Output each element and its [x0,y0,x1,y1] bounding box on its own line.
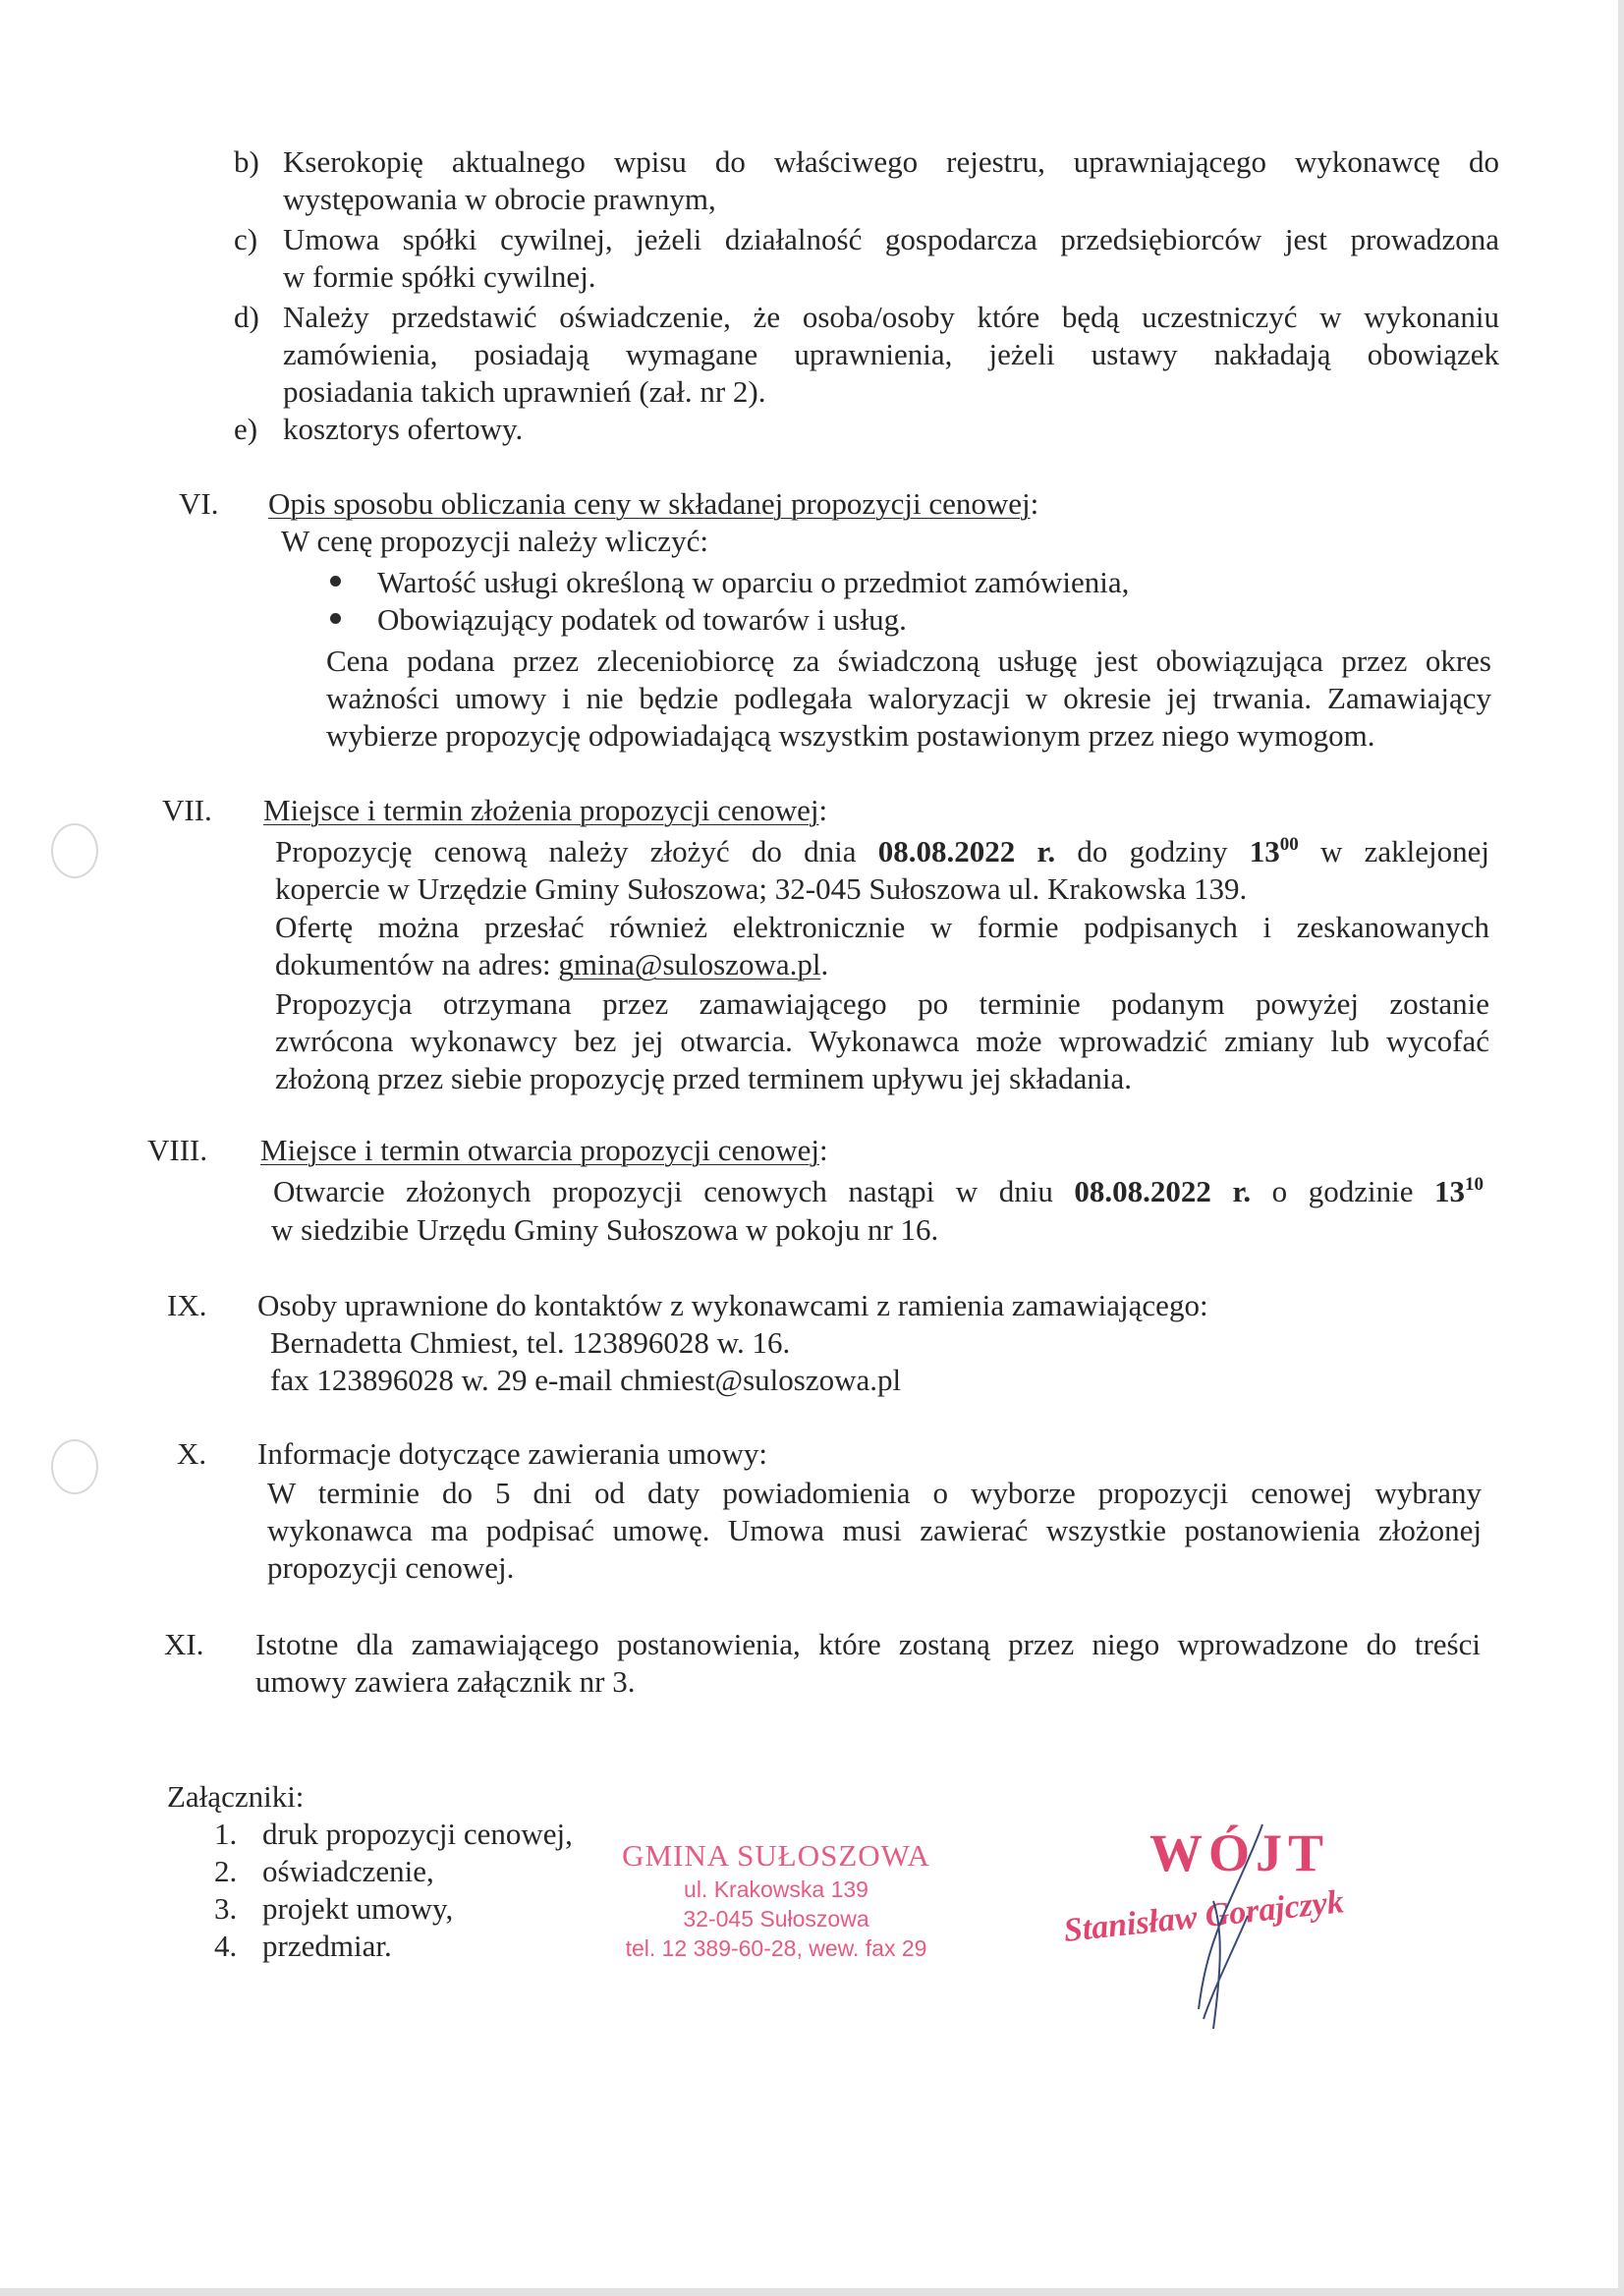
page-edge-right [1618,0,1624,2296]
attachment-number: 3. [214,1891,238,1926]
item-d-line-1: Należy przedstawić oświadczenie, że osoba/osoby które będą uczestniczyć w wykonaniu [283,300,1499,334]
punch-hole-bottom [51,1439,98,1494]
section-vii-line-3: Ofertę można przesłać również elektronicznie w formie podpisanych i zeskanowanych [275,910,1489,944]
item-d-line-3: posiadania takich uprawnień (zał. nr 2). [283,374,766,409]
attachment-item: druk propozycji cenowej, [262,1817,573,1851]
section-vi-heading: Opis sposobu obliczania ceny w składanej propozycji cenowej: [268,486,1039,521]
handwritten-signature-icon [1066,1822,1420,2039]
item-b-line-1: Kserokopię aktualnego wpisu do właściwego rejestru, uprawniającego wykonawcę do [283,144,1499,179]
section-vii-line-6: zwrócona wykonawcy bez jej otwarcia. Wykonawca może wprowadzić zmiany lub wycofać [275,1024,1489,1058]
attachment-item: przedmiar. [262,1929,392,1963]
section-vi-bullet-1: Wartość usługi określoną w oparciu o przedmiot zamówienia, [377,565,1130,599]
section-xi-line-1: Istotne dla zamawiającego postanowienia, które zostaną przez niego wprowadzone do treści [255,1627,1481,1661]
email-link-gmina[interactable]: gmina@suloszowa.pl [558,947,821,981]
section-number-vii: VII. [162,793,212,827]
item-marker-b: b) [234,144,259,179]
attachments-title: Załączniki: [167,1779,305,1814]
section-vii-line-5: Propozycja otrzymana przez zamawiającego po terminie podanym powyżej zostanie [275,986,1489,1021]
stamp-street: ul. Krakowska 139 [684,1876,868,1902]
section-ix-line-1: Osoby uprawnione do kontaktów z wykonawcami z ramienia zamawiającego: [257,1288,1208,1322]
attachment-number: 1. [214,1817,238,1851]
section-number-vi: VI. [179,486,219,521]
section-vi-intro: W cenę propozycji należy wliczyć: [281,524,708,558]
section-x-heading: Informacje dotyczące zawierania umowy: [257,1436,767,1471]
section-number-x: X. [177,1436,207,1471]
section-vi-para-line-2: ważności umowy i nie będzie podlegała waloryzacji w okresie jej trwania. Zamawiający [326,681,1491,715]
section-number-xi: XI. [164,1627,204,1661]
municipality-stamp [589,1837,963,1963]
attachment-item: projekt umowy, [262,1891,454,1926]
stamp-city: 32-045 Sułoszowa [683,1906,869,1932]
item-d-line-2: zamówienia, posiadają wymagane uprawnienia, jeżeli ustawy nakładają obowiązek [283,337,1499,371]
section-viii-heading: Miejsce i termin otwarcia propozycji cenowej: [260,1133,828,1167]
item-c-line-1: Umowa spółki cywilnej, jeżeli działalność gospodarcza przedsiębiorców jest prowadzona [283,222,1499,256]
stamp-name: GMINA SUŁOSZOWA [622,1838,930,1873]
item-b-line-2: występowania w obrocie prawnym, [283,182,716,216]
section-viii-line-1: Otwarcie złożonych propozycji cenowych nastąpi w dniu 08.08.2022 r. o godzinie $13^{10}$ [273,1174,1484,1208]
section-vi-bullet-2: Obowiązujący podatek od towarów i usług. [377,602,907,637]
section-ix-line-2: Bernadetta Chmiest, tel. 123896028 w. 16. [270,1325,791,1360]
section-x-line-3: propozycji cenowej. [267,1550,515,1585]
section-vi-para-line-3: wybierze propozycję odpowiadającą wszystkim postawionym przez niego wymogom. [326,718,1375,753]
signature-block [1062,1822,1420,2039]
item-c-line-2: w formie spółki cywilnej. [283,259,596,294]
section-number-ix: IX. [167,1288,207,1322]
item-marker-c: c) [234,222,258,256]
section-vii-line-7: złożoną przez siebie propozycję przed terminem upływu jej składania. [275,1061,1132,1095]
section-vii-line-2: kopercie w Urzędzie Gminy Sułoszowa; 32-045 Sułoszowa ul. Krakowska 139. [275,871,1248,906]
bullet-icon [330,613,341,624]
section-viii-line-2: w siedzibie Urzędu Gminy Sułoszowa w pokoju nr 16. [271,1212,939,1247]
punch-hole-top [51,823,98,878]
attachment-number: 2. [214,1854,238,1888]
item-marker-e: e) [234,412,258,446]
section-number-viii: VIII. [147,1133,208,1167]
section-vi-para-line-1: Cena podana przez zleceniobiorcę za świadczoną usługę jest obowiązująca przez okres [326,644,1491,678]
section-vii-heading: Miejsce i termin złożenia propozycji cenowej: [263,793,828,827]
stamp-phone: tel. 12 389-60-28, wew. fax 29 [625,1935,927,1961]
section-xi-line-2: umowy zawiera załącznik nr 3. [255,1664,636,1699]
bullet-icon [330,576,341,587]
signature-title: WÓJT [1149,1823,1330,1882]
attachment-item: oświadczenie, [262,1854,434,1888]
section-x-line-1: W terminie do 5 dni od daty powiadomienia o wyborze propozycji cenowej wybrany [267,1476,1482,1510]
section-x-line-2: wykonawca ma podpisać umowę. Umowa musi zawierać wszystkie postanowienia złożonej [267,1513,1482,1547]
item-marker-d: d) [234,300,259,334]
signature-name: Stanisław Gorajczyk [1062,1883,1346,1950]
item-e-line-1: kosztorys ofertowy. [283,412,524,446]
section-vii-line-1: Propozycję cenową należy złożyć do dnia 08.08.2022 r. do godziny $13^{00}$ w zaklejonej [275,834,1490,868]
section-ix-line-3: fax 123896028 w. 29 e-mail chmiest@suloszowa.pl [270,1363,902,1397]
page-edge-bottom [0,2288,1624,2296]
attachment-number: 4. [214,1929,238,1963]
section-vii-line-4: dokumentów na adres: gmina@suloszowa.pl. [275,947,829,981]
